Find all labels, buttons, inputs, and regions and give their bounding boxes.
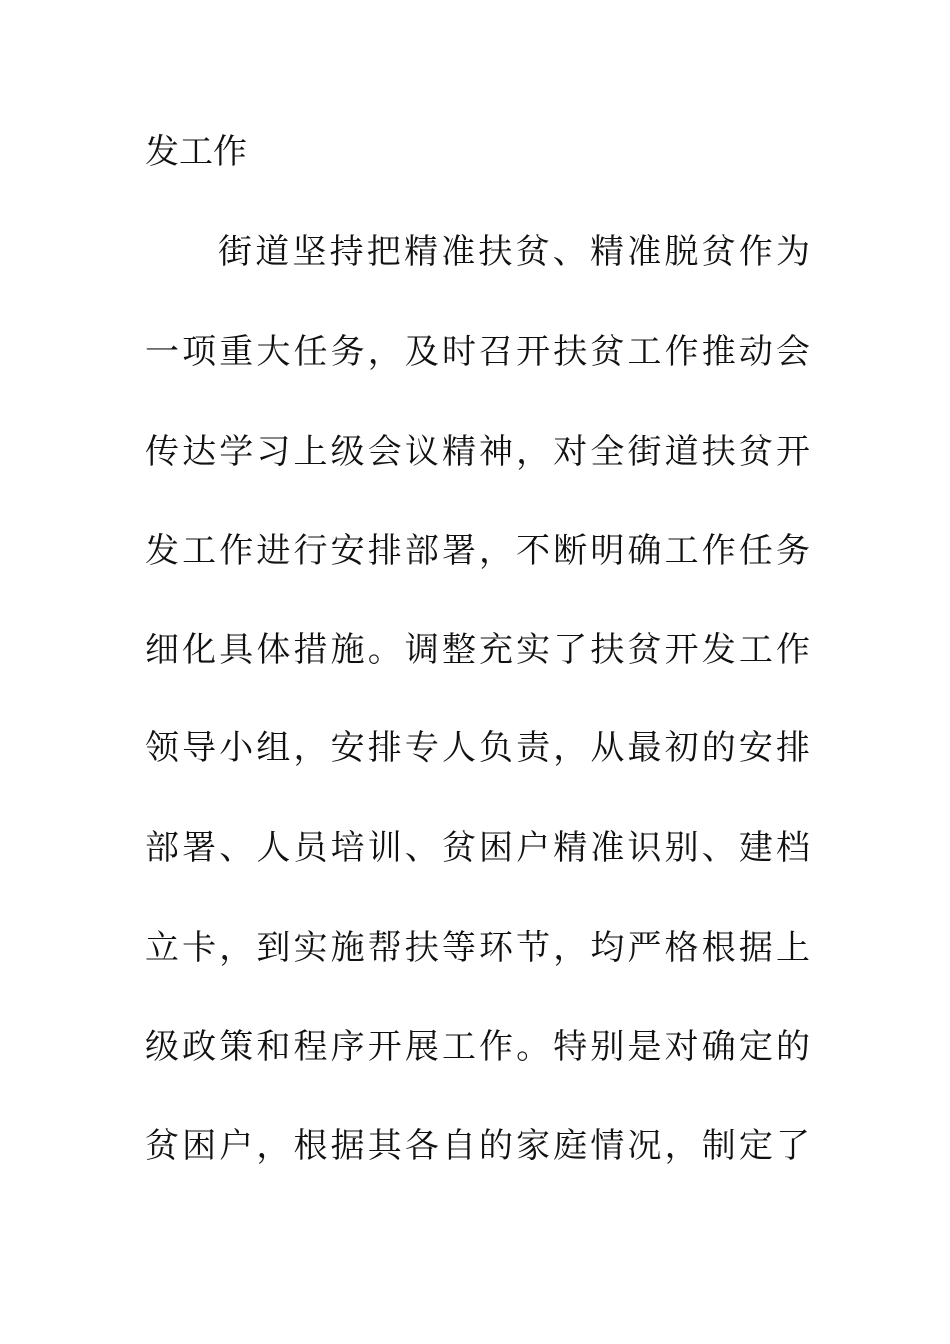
paragraph-first-line: 街道坚持把精准扶贫、精准脱贫作为 xyxy=(218,232,810,272)
text-line: 传达学习上级会议精神，对全街道扶贫开 xyxy=(145,432,810,472)
text-line: 发工作进行安排部署，不断明确工作任务 xyxy=(145,531,810,571)
text-line: 细化具体措施。调整充实了扶贫开发工作 xyxy=(145,630,810,670)
text-line: 部署、人员培训、贫困户精准识别、建档 xyxy=(145,828,810,868)
text-line: 级政策和程序开展工作。特别是对确定的 xyxy=(145,1027,810,1067)
text-line: 发工作 xyxy=(145,132,247,172)
text-line: 贫困户，根据其各自的家庭情况，制定了 xyxy=(145,1126,810,1166)
text-line: 立卡，到实施帮扶等环节，均严格根据上 xyxy=(145,928,810,968)
text-line: 一项重大任务，及时召开扶贫工作推动会 xyxy=(145,332,810,372)
text-line: 领导小组，安排专人负责，从最初的安排 xyxy=(145,728,810,768)
